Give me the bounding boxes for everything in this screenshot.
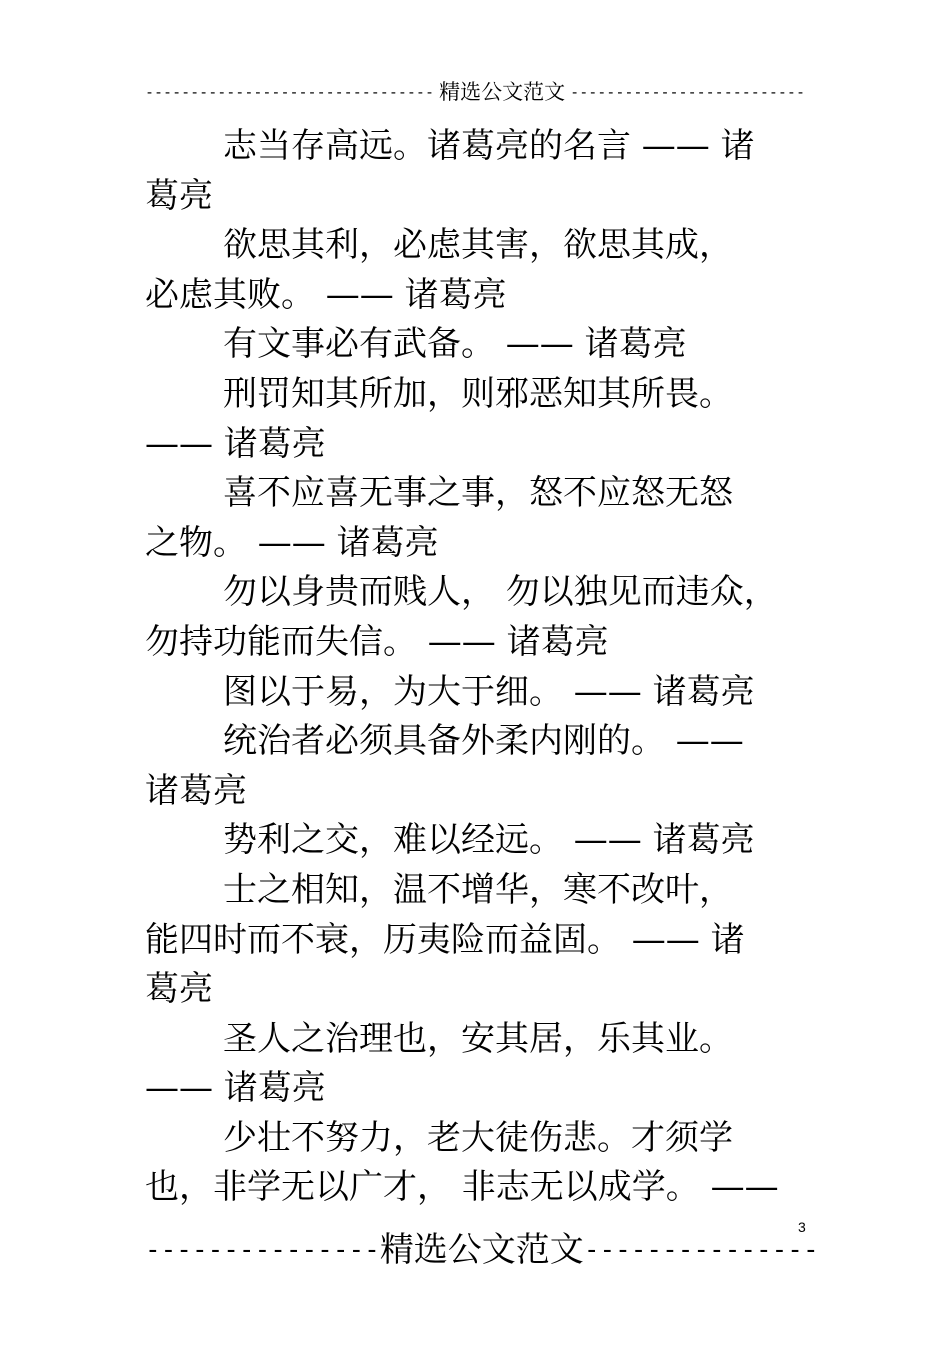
text-line: 勿持功能而失信。 —— 诸葛亮 <box>145 621 609 662</box>
text-line: 少壮不努力，老大徒伤悲。才须学 <box>223 1117 733 1158</box>
page-number: 3 <box>798 1219 806 1235</box>
text-line: 势利之交，难以经远。 —— 诸葛亮 <box>223 820 755 861</box>
text-line: 葛亮 <box>145 969 213 1010</box>
text-line: 统治者必须具备外柔内刚的。 —— <box>223 721 744 762</box>
text-line: 诸葛亮 <box>145 770 247 811</box>
header-title: 精选公文范文 <box>439 80 566 104</box>
footer-dash-right: --------------- <box>583 1235 819 1265</box>
text-line: 之物。 —— 诸葛亮 <box>145 522 439 563</box>
header-dash-right: -------------------------- <box>570 83 805 101</box>
text-line: 必虑其败。 —— 诸葛亮 <box>145 274 507 315</box>
text-line: 能四时而不衰，历夷险而益固。 —— 诸 <box>145 919 745 960</box>
page-header <box>145 78 805 106</box>
page-footer <box>145 1226 819 1274</box>
text-line: 图以于易，为大于细。 —— 诸葛亮 <box>223 671 755 712</box>
footer-dash-left: --------------- <box>145 1235 380 1265</box>
text-line: 葛亮 <box>145 175 213 216</box>
text-line: 欲思其利，必虑其害，欲思其成， <box>223 225 733 266</box>
document-body <box>145 122 813 1213</box>
footer-title: 精选公文范文 <box>379 1230 584 1270</box>
text-line: 喜不应喜无事之事，怒不应怒无怒 <box>223 473 733 514</box>
text-line: 勿以身贵而贱人， 勿以独见而违众， <box>223 572 778 613</box>
text-line: 志当存高远。诸葛亮的名言 —— 诸 <box>223 126 755 166</box>
text-line: 刑罚知其所加，则邪恶知其所畏。 <box>223 373 733 414</box>
header-dash-left: -------------------------------- <box>145 83 434 101</box>
text-line: 圣人之治理也，安其居，乐其业。 <box>223 1018 733 1059</box>
text-line: —— 诸葛亮 <box>145 1068 326 1109</box>
text-line: —— 诸葛亮 <box>145 423 326 464</box>
text-line: 有文事必有武备。 —— 诸葛亮 <box>223 324 687 365</box>
text-line: 也，非学无以广才， 非志无以成学。 —— <box>145 1167 779 1208</box>
text-line: 士之相知，温不增华，寒不改叶， <box>223 869 733 910</box>
